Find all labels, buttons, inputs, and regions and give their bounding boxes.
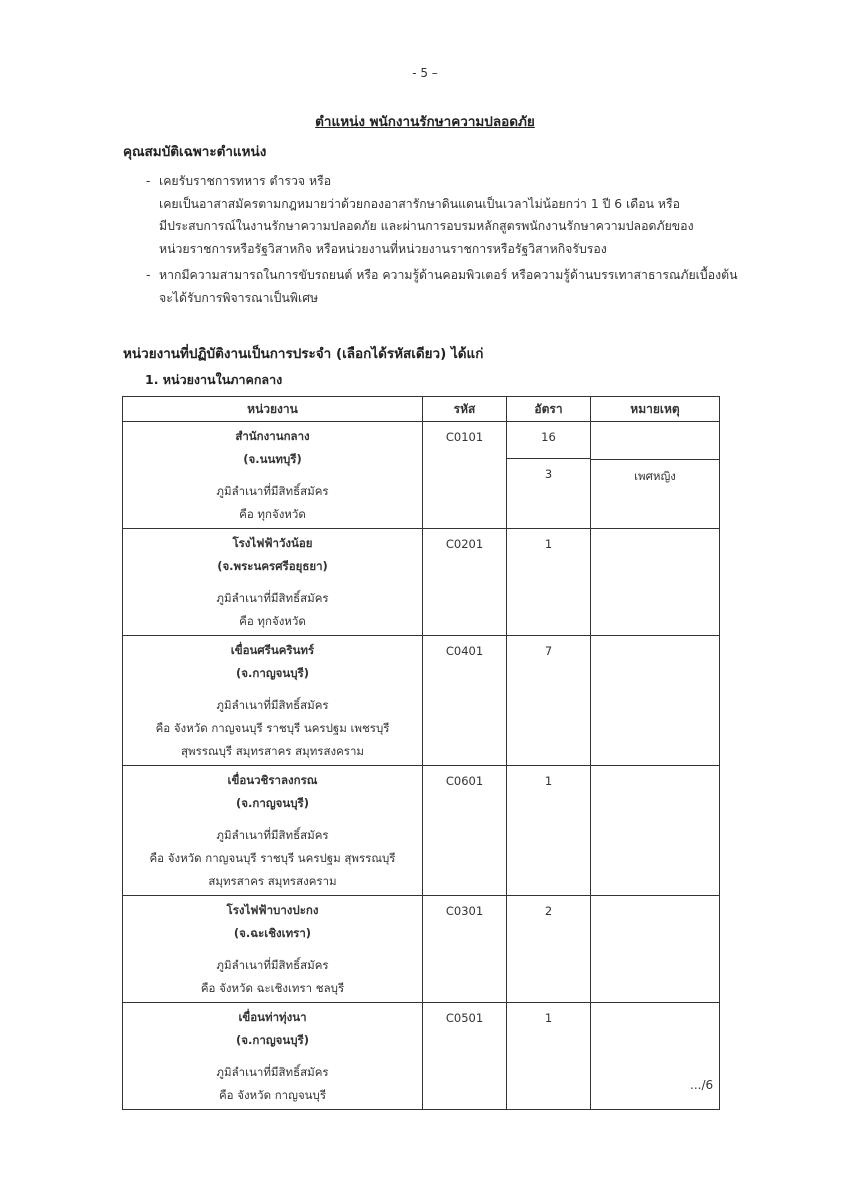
unit-cell bbox=[123, 529, 423, 636]
note-cell bbox=[591, 766, 720, 896]
note-cell bbox=[591, 636, 720, 766]
rate-cell: 2 bbox=[507, 896, 591, 1003]
note-cell bbox=[591, 1003, 720, 1110]
list-dash: - bbox=[146, 268, 151, 282]
unit-province: (จ.กาญจนบุรี) bbox=[236, 666, 309, 680]
table-row bbox=[123, 529, 720, 636]
note-value: เพศหญิง bbox=[634, 469, 676, 483]
unit-cell bbox=[123, 1003, 423, 1110]
unit-province: (จ.นนทบุรี) bbox=[243, 452, 302, 466]
unit-province: (จ.กาญจนบุรี) bbox=[236, 1033, 309, 1047]
rate-value: 16 bbox=[507, 422, 590, 459]
header-unit: หน่วยงาน bbox=[123, 397, 423, 422]
unit-name: เขื่อนวชิราลงกรณ bbox=[227, 773, 318, 787]
qualification-item bbox=[146, 264, 736, 309]
header-code: รหัส bbox=[423, 397, 507, 422]
eligibility-line: คือ ทุกจังหวัด bbox=[239, 614, 306, 628]
table-row bbox=[123, 766, 720, 896]
unit-cell bbox=[123, 896, 423, 1003]
eligibility-line: คือ ทุกจังหวัด bbox=[239, 507, 306, 521]
qualification-line: เคยรับราชการทหาร ตำรวจ หรือ bbox=[159, 174, 332, 188]
eligibility-line: สมุทรสาคร สมุทรสงคราม bbox=[208, 874, 337, 888]
code-cell: C0101 bbox=[423, 422, 507, 529]
code-cell: C0401 bbox=[423, 636, 507, 766]
qualification-item bbox=[146, 170, 736, 260]
unit-province: (จ.พระนครศรีอยุธยา) bbox=[217, 559, 328, 573]
rate-value: 3 bbox=[544, 467, 553, 481]
table-row bbox=[123, 896, 720, 1003]
qualification-line: หน่วยราชการหรือรัฐวิสาหกิจ หรือหน่วยงานที่หน่วยงานราชการหรือรัฐวิสาหกิจรับรอง bbox=[159, 241, 607, 256]
eligibility-line: สุพรรณบุรี สมุทรสาคร สมุทรสงคราม bbox=[180, 744, 364, 758]
table-row bbox=[123, 636, 720, 766]
table-row bbox=[123, 1003, 720, 1110]
table-row bbox=[123, 422, 720, 529]
unit-cell bbox=[123, 636, 423, 766]
eligibility-line: ภูมิลำเนาที่มีสิทธิ์สมัคร bbox=[216, 591, 329, 605]
unit-name: โรงไฟฟ้าบางปะกง bbox=[226, 903, 319, 917]
region-subheading: 1. หน่วยงานในภาคกลาง bbox=[145, 372, 283, 387]
qualification-line: หากมีความสามารถในการขับรถยนต์ หรือ ความรู้ด้านคอมพิวเตอร์ หรือความรู้ด้านบรรเทาสาธารณภัยเบื้องต้น bbox=[159, 268, 738, 282]
eligibility-line: คือ จังหวัด กาญจนบุรี bbox=[218, 1088, 327, 1102]
unit-cell bbox=[123, 422, 423, 529]
unit-name: โรงไฟฟ้าวังน้อย bbox=[232, 536, 313, 550]
eligibility-line: คือ จังหวัด กาญจนบุรี ราชบุรี นครปฐม เพชรบุรี bbox=[155, 721, 390, 735]
code-cell: C0601 bbox=[423, 766, 507, 896]
unit-province: (จ.กาญจนบุรี) bbox=[236, 796, 309, 810]
note-value bbox=[591, 422, 719, 460]
eligibility-line: ภูมิลำเนาที่มีสิทธิ์สมัคร bbox=[216, 698, 329, 712]
note-cell bbox=[591, 529, 720, 636]
page-number: - 5 – bbox=[412, 66, 438, 80]
rate-cell bbox=[507, 422, 591, 529]
note-cell bbox=[591, 896, 720, 1003]
header-rate: อัตรา bbox=[507, 397, 591, 422]
rate-cell: 1 bbox=[507, 766, 591, 896]
eligibility-line: ภูมิลำเนาที่มีสิทธิ์สมัคร bbox=[216, 958, 329, 972]
eligibility-line: ภูมิลำเนาที่มีสิทธิ์สมัคร bbox=[216, 828, 329, 842]
unit-province: (จ.ฉะเชิงเทรา) bbox=[233, 926, 312, 940]
continuation-marker: .../6 bbox=[690, 1078, 714, 1092]
qualification-line: เคยเป็นอาสาสมัครตามกฎหมายว่าด้วยกองอาสารักษาดินแดนเป็นเวลาไม่น้อยกว่า 1 ปี 6 เดือน หรือ bbox=[159, 196, 681, 211]
table-header-row bbox=[123, 397, 720, 422]
qualifications-list bbox=[146, 170, 736, 313]
code-cell: C0501 bbox=[423, 1003, 507, 1110]
unit-name: เขื่อนศรีนครินทร์ bbox=[230, 643, 315, 657]
eligibility-line: คือ จังหวัด กาญจนบุรี ราชบุรี นครปฐม สุพรรณบุรี bbox=[149, 851, 396, 865]
rate-cell: 1 bbox=[507, 529, 591, 636]
document-title: ตำแหน่ง พนักงานรักษาความปลอดภัย bbox=[315, 114, 535, 130]
list-dash: - bbox=[146, 174, 151, 188]
eligibility-line: ภูมิลำเนาที่มีสิทธิ์สมัคร bbox=[216, 484, 329, 498]
qualification-line: มีประสบการณ์ในงานรักษาความปลอดภัย และผ่านการอบรมหลักสูตรพนักงานรักษาความปลอดภัยของ bbox=[159, 219, 694, 233]
units-heading: หน่วยงานที่ปฏิบัติงานเป็นการประจำ (เลือกได้รหัสเดียว) ได้แก่ bbox=[123, 346, 484, 362]
code-cell: C0301 bbox=[423, 896, 507, 1003]
header-note: หมายเหตุ bbox=[591, 397, 720, 422]
rate-cell: 7 bbox=[507, 636, 591, 766]
note-cell bbox=[591, 422, 720, 529]
qualification-line: จะได้รับการพิจารณาเป็นพิเศษ bbox=[159, 290, 319, 305]
units-table bbox=[122, 396, 720, 1110]
eligibility-line: ภูมิลำเนาที่มีสิทธิ์สมัคร bbox=[216, 1065, 329, 1079]
rate-cell: 1 bbox=[507, 1003, 591, 1110]
eligibility-line: คือ จังหวัด ฉะเชิงเทรา ชลบุรี bbox=[200, 981, 345, 995]
code-cell: C0201 bbox=[423, 529, 507, 636]
unit-name: สำนักงานกลาง bbox=[235, 429, 310, 443]
unit-cell bbox=[123, 766, 423, 896]
qualifications-heading: คุณสมบัติเฉพาะตำแหน่ง bbox=[123, 144, 267, 160]
unit-name: เขื่อนท่าทุ่งนา bbox=[238, 1010, 307, 1024]
